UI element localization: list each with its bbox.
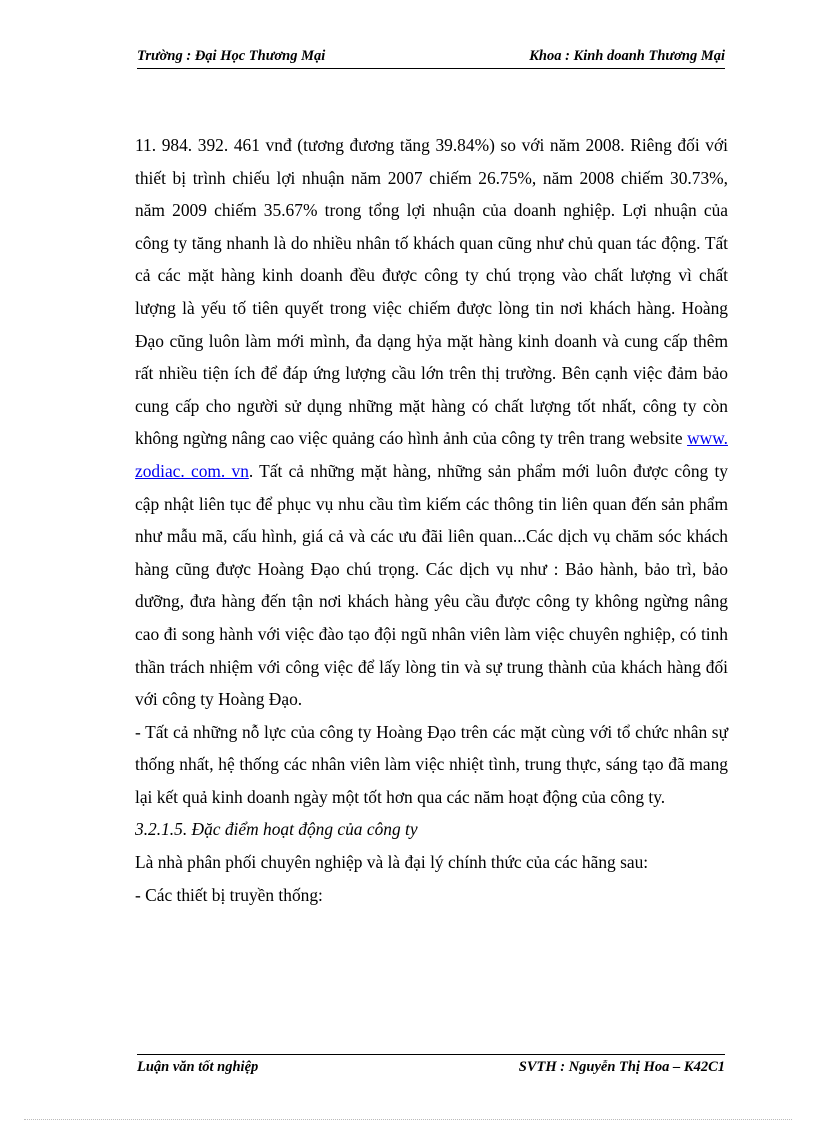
page-header bbox=[137, 48, 725, 70]
paragraph-profit-text-2: . Tất cả những mặt hàng, những sản phẩm mới luôn được công ty cập nhật liên tục để phục vụ nhu cầu tìm kiếm các thông tin liên quan đến sản phẩm như mẫu mã, cấu hình, giá cả và các ưu đãi liên quan...Các dịch vụ chăm sóc khách hàng cũng được Hoàng Đạo chú trọng. Các dịch vụ như : Bảo hành, bảo trì, bảo dưỡng, đưa hàng đến tận nơi khách hàng yêu cầu được công ty không ngừng nâng cao đi song hành với việc đào tạo đội ngũ nhân viên làm việc chuyên nghiệp, có tinh thần trách nhiệm với công việc để lấy lòng tin và sự trung thành của khách hàng đối với công ty Hoàng Đạo. bbox=[135, 460, 728, 710]
footer-thesis: Luận văn tốt nghiệp bbox=[137, 1059, 259, 1075]
paragraph-efforts: - Tất cả những nỗ lực của công ty Hoàng Đạo trên các mặt cùng với tổ chức nhân sự thống nhất, hệ thống các nhân viên làm việc nhiệt tình, trung thực, sáng tạo đã mang lại kết quả kinh doanh ngày một tốt hơn qua các năm hoạt động của công ty. bbox=[135, 721, 728, 807]
footer-rule bbox=[137, 1054, 725, 1055]
paragraph-distributor: Là nhà phân phối chuyên nghiệp và là đại lý chính thức của các hãng sau: bbox=[135, 852, 649, 873]
document-body bbox=[135, 129, 728, 911]
section-heading: 3.2.1.5. Đặc điểm hoạt động của công ty bbox=[135, 819, 418, 840]
footer-student: SVTH : Nguyễn Thị Hoa – K42C1 bbox=[518, 1059, 725, 1075]
paragraph-profit-text-1: 11. 984. 392. 461 vnđ (tương đương tăng 39.84%) so với năm 2008. Riêng đối với thiết bị trình chiếu lợi nhuận năm 2007 chiếm 26.75%, năm 2008 chiếm 30.73%, năm 2009 chiếm 35.67% trong tổng lợi nhuận của doanh nghiệp. Lợi nhuận của công ty tăng nhanh là do nhiều nhân tố khách quan cũng như chủ quan tác động. Tất cả các mặt hàng kinh doanh đều được công ty chú trọng vào chất lượng vì chất lượng là yếu tố tiên quyết trong việc chiếm được lòng tin nơi khách hàng. Hoàng Đạo cũng luôn làm mới mình, đa dạng hỷa mặt hàng kinh doanh và cung cấp thêm rất nhiều tiện ích để đáp ứng lượng cầu lớn trên thị trường. Bên cạnh việc đảm bảo cung cấp cho người sử dụng những mặt hàng có chất lượng tốt nhất, công ty còn không ngừng nâng cao việc quảng cáo hình ảnh của công ty trên trang website bbox=[135, 135, 728, 449]
paragraph-profit bbox=[135, 129, 728, 716]
header-faculty: Khoa : Kinh doanh Thương Mại bbox=[529, 48, 725, 64]
header-school: Trường : Đại Học Thương Mại bbox=[137, 48, 326, 64]
paragraph-traditional-devices: - Các thiết bị truyền thống: bbox=[135, 884, 323, 905]
header-rule bbox=[137, 68, 725, 69]
page-footer bbox=[137, 1059, 725, 1081]
page-bottom-edge bbox=[24, 1119, 792, 1120]
website-link[interactable]: www. zodiac. com. vn bbox=[135, 428, 728, 481]
